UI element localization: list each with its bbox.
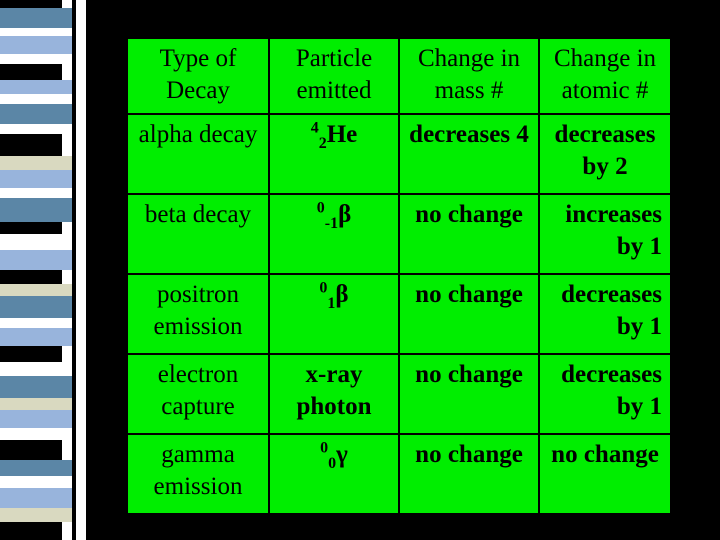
stripe-block — [0, 54, 72, 64]
stripe-block — [0, 318, 72, 328]
stripe-block — [0, 170, 72, 188]
particle-emitted: x-ray photon — [269, 354, 399, 434]
stripe-block — [0, 270, 62, 284]
stripe-block — [0, 508, 72, 522]
stripe-block — [0, 8, 72, 28]
header-particle: Particle emitted — [269, 38, 399, 114]
decorative-stripe — [0, 0, 72, 540]
stripe-block — [0, 410, 72, 428]
decay-type: beta decay — [127, 194, 269, 274]
header-type: Type of Decay — [127, 38, 269, 114]
atomic-change: no change — [539, 434, 671, 514]
stripe-block — [0, 198, 72, 222]
stripe-block — [0, 428, 72, 440]
stripe-block — [0, 488, 72, 508]
stripe-block — [0, 376, 72, 398]
decay-table — [126, 37, 672, 515]
stripe-block — [0, 234, 72, 250]
stripe-block — [0, 250, 72, 270]
stripe-block — [0, 28, 72, 36]
stripe-block — [0, 328, 72, 346]
table-row — [127, 194, 671, 274]
stripe-block — [0, 440, 62, 460]
stripe-block — [0, 134, 62, 156]
atomic-change: decreases by 1 — [539, 274, 671, 354]
stripe-block — [0, 346, 62, 362]
table-row — [127, 434, 671, 514]
mass-change: no change — [399, 194, 539, 274]
decay-type: alpha decay — [127, 114, 269, 194]
mass-change: no change — [399, 354, 539, 434]
decay-type: positron emission — [127, 274, 269, 354]
particle-emitted: $^0_{-1}$β — [269, 194, 399, 274]
mass-change: no change — [399, 434, 539, 514]
table-row — [127, 114, 671, 194]
decay-type: electron capture — [127, 354, 269, 434]
stripe-block — [0, 36, 72, 54]
stripe-block — [0, 124, 72, 134]
atomic-change: increases by 1 — [539, 194, 671, 274]
stripe-block — [0, 104, 72, 124]
decorative-divider — [76, 0, 86, 540]
stripe-block — [0, 156, 72, 170]
particle-emitted: $^0_0$γ — [269, 434, 399, 514]
stripe-block — [0, 522, 62, 540]
table-row — [127, 274, 671, 354]
header-mass: Change in mass # — [399, 38, 539, 114]
stripe-block — [0, 94, 72, 104]
particle-emitted: $^0_1$β — [269, 274, 399, 354]
table-row — [127, 354, 671, 434]
header-atomic: Change in atomic # — [539, 38, 671, 114]
stripe-block — [0, 476, 72, 488]
stripe-block — [0, 80, 72, 94]
stripe-block — [0, 222, 62, 234]
stripe-block — [0, 188, 72, 198]
stripe-block — [0, 362, 72, 376]
atomic-change: decreases by 2 — [539, 114, 671, 194]
particle-emitted: $^4_2$He — [269, 114, 399, 194]
mass-change: no change — [399, 274, 539, 354]
stripe-block — [0, 0, 62, 8]
atomic-change: decreases by 1 — [539, 354, 671, 434]
decay-type: gamma emission — [127, 434, 269, 514]
stripe-block — [0, 460, 72, 476]
stripe-block — [0, 296, 72, 318]
mass-change: decreases 4 — [399, 114, 539, 194]
header-row — [127, 38, 671, 114]
stripe-block — [0, 398, 72, 410]
stripe-block — [0, 64, 62, 80]
stripe-block — [0, 284, 72, 296]
